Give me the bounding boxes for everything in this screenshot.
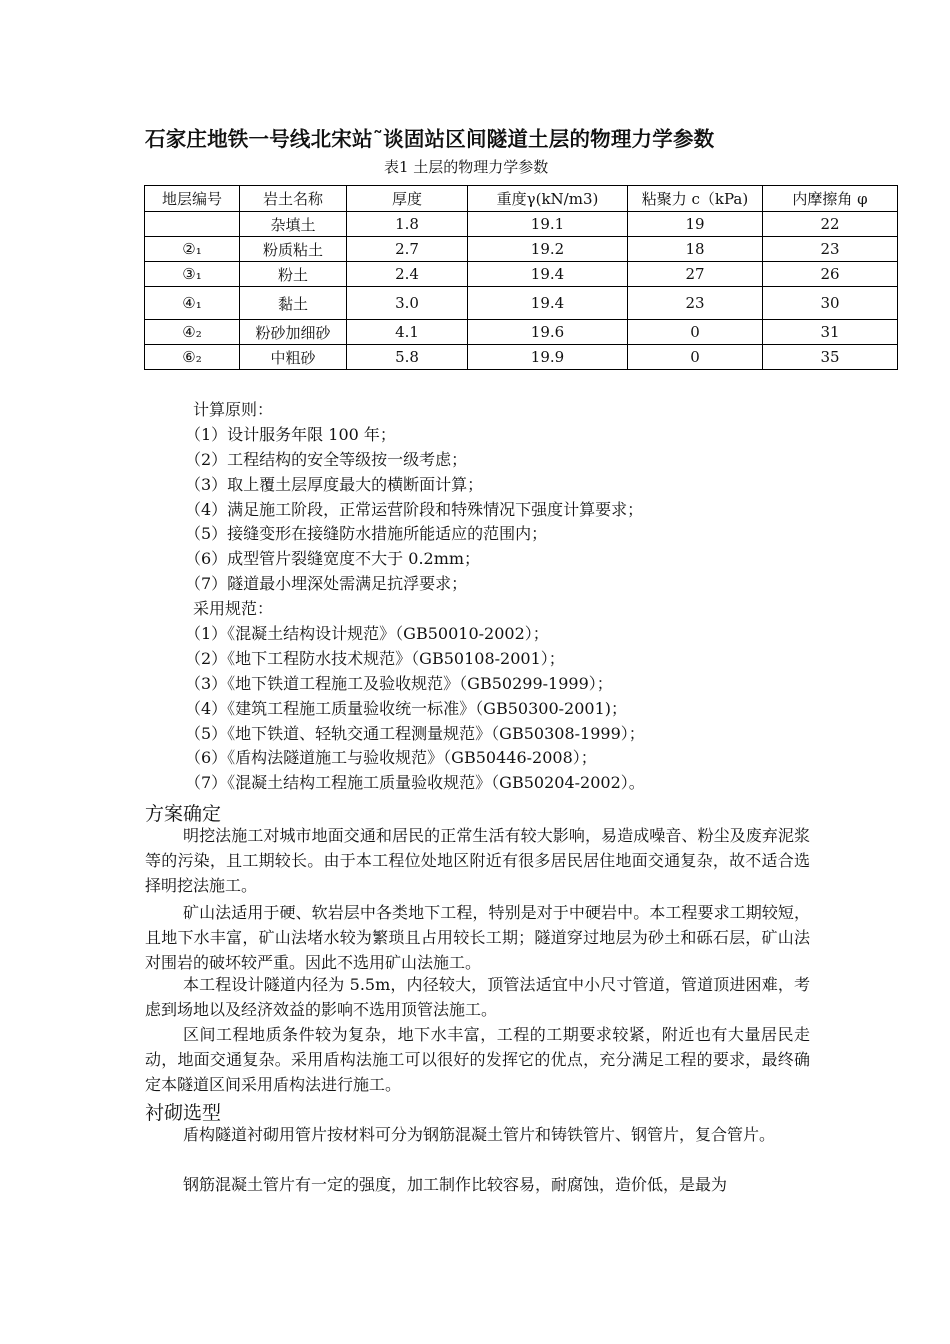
table-header-row — [145, 186, 898, 212]
layer-id-cell — [145, 212, 240, 237]
principle-item: （4）满足施工阶段，正常运营阶段和特殊情况下强度计算要求； — [185, 499, 644, 519]
code-item: （7）《混凝土结构工程施工质量验收规范》（GB50204-2002）。 — [185, 773, 645, 793]
principle-item: （5）接缝变形在接缝防水措施所能适应的范围内； — [185, 524, 548, 544]
section-heading-lining: 衬砌选型 — [145, 1102, 222, 1124]
friction-angle-cell: 22 — [763, 212, 898, 237]
friction-angle-cell: 31 — [763, 320, 898, 345]
code-item: （4）《建筑工程施工质量验收统一标准》（GB50300-2001)； — [185, 698, 627, 718]
table-row — [145, 320, 898, 345]
principle-item: （1）设计服务年限 100 年； — [185, 424, 396, 444]
paragraph: 明挖法施工对城市地面交通和居民的正常生活有较大影响，易造成噪音、粉尘及废弃泥浆等的污染，且工期较长。由于本工程位处地区附近有很多居民居住地面交通复杂，故不适合选择明挖法施工。 — [145, 826, 810, 895]
cohesion-cell: 18 — [628, 237, 763, 262]
friction-angle-cell: 35 — [763, 345, 898, 370]
unit-weight-cell: 19.4 — [468, 262, 628, 287]
table-row — [145, 237, 898, 262]
soil-name-cell: 黏土 — [240, 287, 347, 320]
column-header: 地层编号 — [145, 186, 240, 212]
table-row — [145, 212, 898, 237]
unit-weight-cell: 19.6 — [468, 320, 628, 345]
unit-weight-cell: 19.4 — [468, 287, 628, 320]
cohesion-cell: 0 — [628, 320, 763, 345]
soil-name-cell: 中粗砂 — [240, 345, 347, 370]
unit-weight-cell: 19.2 — [468, 237, 628, 262]
table-row — [145, 262, 898, 287]
soil-name-cell: 粉质粘土 — [240, 237, 347, 262]
table-row — [145, 287, 898, 320]
column-header: 内摩擦角 φ — [763, 186, 898, 212]
soil-name-cell: 粉土 — [240, 262, 347, 287]
column-header: 厚度 — [347, 186, 468, 212]
layer-id-cell: ③₁ — [145, 262, 240, 287]
principle-item: （7）隧道最小埋深处需满足抗浮要求； — [185, 574, 468, 594]
code-item: （6）《盾构法隧道施工与验收规范》（GB50446-2008）； — [185, 748, 597, 768]
page-title: 石家庄地铁一号线北宋站˜谈固站区间隧道土层的物理力学参数 — [145, 127, 715, 151]
layer-id-cell: ④₁ — [145, 287, 240, 320]
code-item: （1）《混凝土结构设计规范》（GB50010-2002）； — [185, 624, 549, 644]
unit-weight-cell: 19.9 — [468, 345, 628, 370]
codes-heading: 采用规范： — [193, 599, 274, 619]
cohesion-cell: 19 — [628, 212, 763, 237]
layer-id-cell: ⑥₂ — [145, 345, 240, 370]
layer-id-cell: ④₂ — [145, 320, 240, 345]
thickness-cell: 3.0 — [347, 287, 468, 320]
layer-id-cell: ②₁ — [145, 237, 240, 262]
thickness-cell: 4.1 — [347, 320, 468, 345]
table-row — [145, 345, 898, 370]
thickness-cell: 2.4 — [347, 262, 468, 287]
friction-angle-cell: 23 — [763, 237, 898, 262]
soil-parameters-table — [144, 185, 898, 370]
thickness-cell: 2.7 — [347, 237, 468, 262]
code-item: （5）《地下铁道、轻轨交通工程测量规范》（GB50308-1999）； — [185, 723, 645, 743]
principle-item: （2）工程结构的安全等级按一级考虑； — [185, 449, 468, 469]
cohesion-cell: 27 — [628, 262, 763, 287]
principles-and-codes — [185, 398, 645, 796]
friction-angle-cell: 26 — [763, 262, 898, 287]
principles-heading: 计算原则： — [193, 400, 274, 419]
column-header: 岩土名称 — [240, 186, 347, 212]
principle-item: （6）成型管片裂缝宽度不大于 0.2mm； — [185, 549, 481, 569]
thickness-cell: 5.8 — [347, 345, 468, 370]
thickness-cell: 1.8 — [347, 212, 468, 237]
friction-angle-cell: 30 — [763, 287, 898, 320]
paragraph: 本工程设计隧道内径为 5.5m，内径较大，顶管法适宜中小尺寸管道，管道顶进困难，考虑到场地以及经济效益的影响不选用顶管法施工。 — [145, 975, 810, 1019]
code-item: （3）《地下铁道工程施工及验收规范》（GB50299-1999）； — [185, 673, 613, 693]
soil-name-cell: 杂填土 — [240, 212, 347, 237]
paragraph: 矿山法适用于硬、软岩层中各类地下工程，特别是对于中硬岩中。本工程要求工期较短，且地下水丰富，矿山法堵水较为繁琐且占用较长工期；隧道穿过地层为砂土和砾石层，矿山法对围岩的破坏较严重。因此不选用矿山法施工。 — [145, 903, 810, 972]
paragraph: 区间工程地质条件较为复杂，地下水丰富，工程的工期要求较紧，附近也有大量居民走动，地面交通复杂。采用盾构法施工可以很好的发挥它的优点，充分满足工程的要求，最终确定本隧道区间采用盾构法进行施工。 — [145, 1025, 810, 1094]
unit-weight-cell: 19.1 — [468, 212, 628, 237]
paragraph: 钢筋混凝土管片有一定的强度，加工制作比较容易，耐腐蚀，造价低，是最为 — [183, 1175, 728, 1194]
cohesion-cell: 0 — [628, 345, 763, 370]
section-heading-scheme: 方案确定 — [145, 803, 222, 825]
code-item: （2）《地下工程防水技术规范》（GB50108-2001）； — [185, 648, 565, 668]
table-caption: 表1 土层的物理力学参数 — [384, 158, 549, 176]
cohesion-cell: 23 — [628, 287, 763, 320]
soil-name-cell: 粉砂加细砂 — [240, 320, 347, 345]
paragraph: 盾构隧道衬砌用管片按材料可分为钢筋混凝土管片和铸铁管片、钢管片，复合管片。 — [183, 1125, 776, 1144]
principle-item: （3）取上覆土层厚度最大的横断面计算； — [185, 474, 484, 494]
column-header: 粘聚力 c（kPa) — [628, 186, 763, 212]
column-header: 重度γ(kN/m3) — [468, 186, 628, 212]
